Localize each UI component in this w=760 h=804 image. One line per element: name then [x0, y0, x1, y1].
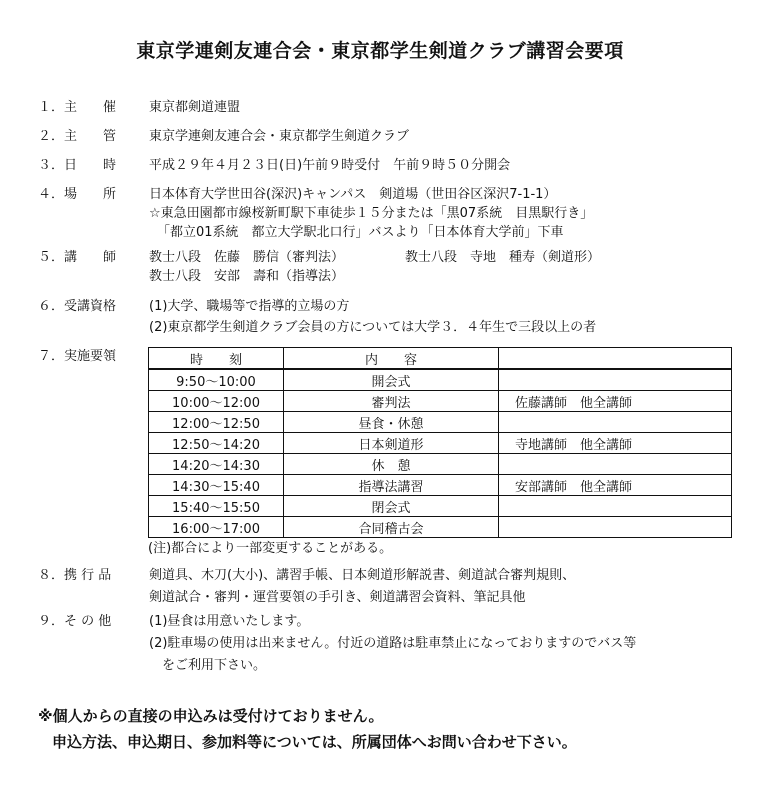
table-row [149, 369, 732, 391]
section-label: １．主 催 [38, 100, 117, 115]
schedule-time: 15:40～15:50 [149, 496, 284, 517]
header-instructor [499, 348, 732, 370]
schedule-content: 休 憩 [284, 454, 499, 475]
items-line: 剣道試合・審判・運営要領の手引き、剣道講習会資料、筆記具他 [149, 590, 526, 605]
schedule-instructor [499, 412, 732, 433]
schedule-content: 昼食・休憩 [284, 412, 499, 433]
schedule-instructor [499, 454, 732, 475]
table-row [149, 475, 732, 496]
other-line: (1)昼食は用意いたします。 [149, 614, 310, 629]
section-label: ３．日 時 [38, 158, 117, 173]
section-label: ６．受講資格 [38, 299, 117, 314]
section-label: ４．場 所 [38, 187, 117, 202]
table-row [149, 433, 732, 454]
schedule-content: 審判法 [284, 391, 499, 412]
schedule-instructor: 佐藤講師 他全講師 [499, 391, 732, 412]
footer-line: 申込方法、申込期日、参加料等については、所属団体へお問い合わせ下さい。 [52, 733, 577, 751]
schedule-instructor: 安部講師 他全講師 [499, 475, 732, 496]
lecturer-entry: 教士八段 安部 壽和（指導法） [149, 269, 345, 284]
section-label: ７．実施要領 [38, 349, 117, 364]
schedule-content: 開会式 [284, 369, 499, 391]
lecturer-entry: 教士八段 佐藤 勝信（審判法） [149, 250, 345, 265]
schedule-instructor [499, 369, 732, 391]
venue-line: 日本体育大学世田谷(深沢)キャンパス 剣道場（世田谷区深沢7-1-1） [149, 187, 557, 202]
lecturer-row [149, 267, 600, 286]
schedule-time: 14:20～14:30 [149, 454, 284, 475]
other-line: (2)駐車場の使用は出来ません。付近の道路は駐車禁止になっておりますのでバス等 [149, 636, 637, 651]
section-label: ８．携 行 品 [38, 568, 112, 583]
footer-line: ※個人からの直接の申込みは受付けておりません。 [38, 707, 384, 725]
schedule-time: 12:50～14:20 [149, 433, 284, 454]
venue-line: 「都立01系統 都立大学駅北口行」バスより「日本体育大学前」下車 [157, 225, 564, 240]
schedule-instructor: 寺地講師 他全講師 [499, 433, 732, 454]
venue-line: ☆東急田園都市線桜新町駅下車徒歩１５分または「黒07系統 目黒駅行き」 [149, 206, 594, 221]
lecturer-row [149, 248, 600, 267]
header-time: 時 刻 [149, 348, 284, 370]
schedule-instructor [499, 517, 732, 538]
schedule-content: 指導法講習 [284, 475, 499, 496]
page-title: 東京学連剣友連合会・東京都学生剣道クラブ講習会要項 [136, 40, 624, 62]
table-row [149, 517, 732, 538]
table-row [149, 412, 732, 433]
table-header-row [149, 348, 732, 370]
schedule-instructor [499, 496, 732, 517]
schedule-time: 9:50～10:00 [149, 369, 284, 391]
schedule-table [148, 347, 732, 538]
section-label: ５．講 師 [38, 250, 117, 265]
schedule-note: (注)都合により一部変更することがある。 [148, 541, 393, 556]
schedule-time: 12:00～12:50 [149, 412, 284, 433]
table-row [149, 496, 732, 517]
items-line: 剣道具、木刀(大小)、講習手帳、日本剣道形解説書、剣道試合審判規則、 [149, 568, 576, 583]
host-text: 東京都剣道連盟 [149, 100, 241, 115]
header-content: 内 容 [284, 348, 499, 370]
schedule-time: 10:00～12:00 [149, 391, 284, 412]
qualification-line: (2)東京都学生剣道クラブ会員の方については大学３．４年生で三段以上の者 [149, 320, 597, 335]
schedule-content: 閉会式 [284, 496, 499, 517]
schedule-time: 14:30～15:40 [149, 475, 284, 496]
datetime-text: 平成２９年４月２３日(日)午前９時受付 午前９時５０分開会 [149, 158, 511, 173]
organizer-text: 東京学連剣友連合会・東京都学生剣道クラブ [149, 129, 410, 144]
schedule-content: 合同稽古会 [284, 517, 499, 538]
footer-notice [38, 703, 577, 755]
section-label: ９．そ の 他 [38, 614, 112, 629]
table-row [149, 391, 732, 412]
table-row [149, 454, 732, 475]
schedule-time: 16:00～17:00 [149, 517, 284, 538]
other-line: をご利用下さい。 [149, 658, 267, 673]
lecturer-entry: 教士八段 寺地 種寿（剣道形） [405, 250, 601, 265]
section-label: ２．主 管 [38, 129, 117, 144]
schedule-content: 日本剣道形 [284, 433, 499, 454]
qualification-line: (1)大学、職場等で指導的立場の方 [149, 299, 350, 314]
